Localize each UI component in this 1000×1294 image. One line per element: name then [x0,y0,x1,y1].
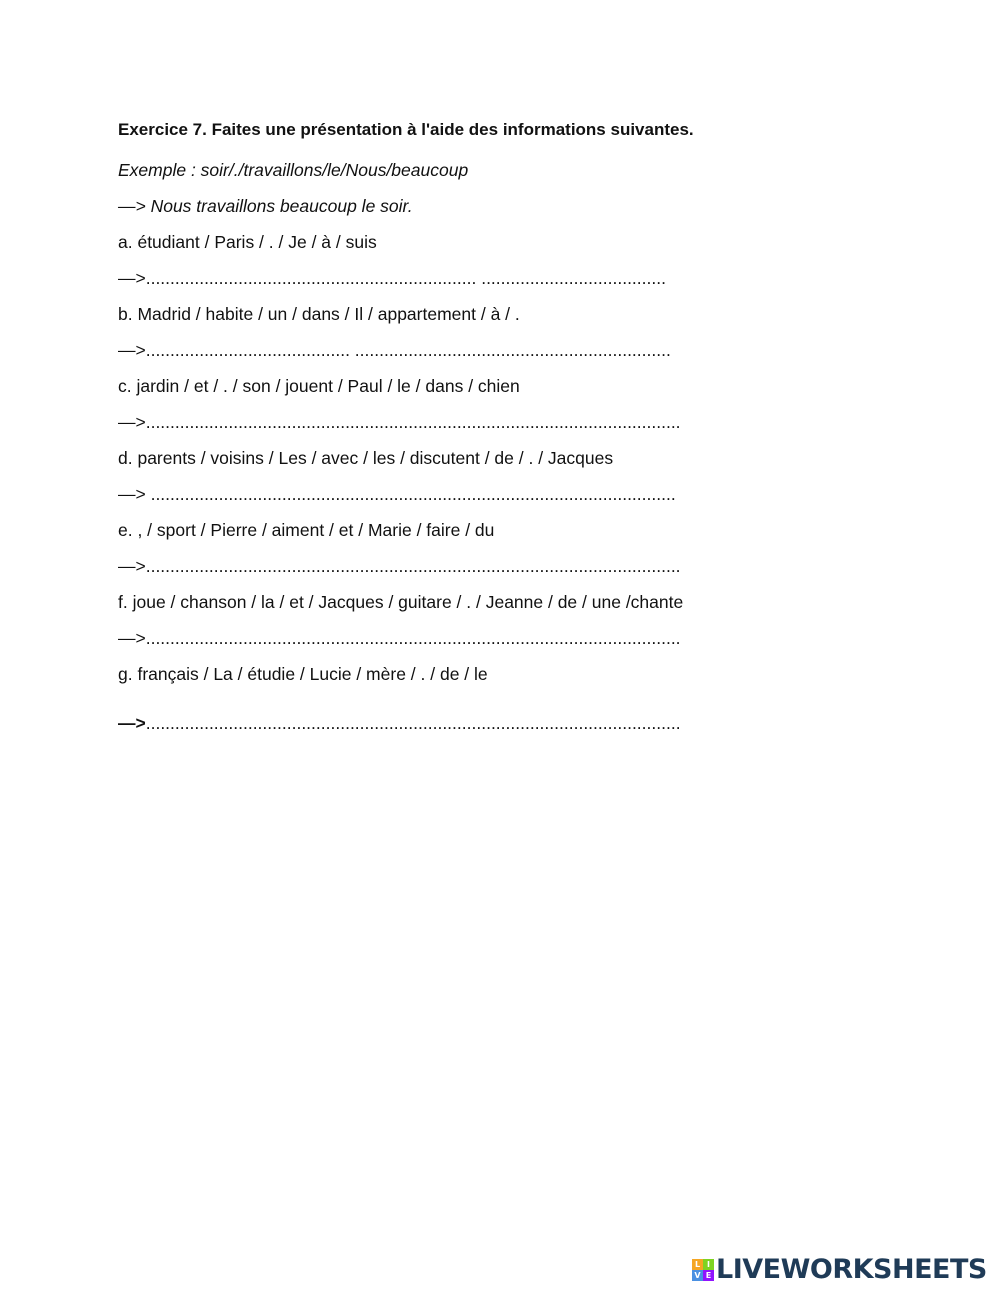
item-c-prompt: c. jardin / et / . / son / jouent / Paul / le / dans / chien [118,376,520,396]
item-a-answer-field[interactable]: —>.................................................................... ...................................... [118,268,666,288]
logo-letter: I [703,1259,714,1270]
exercise-title: Exercice 7. Faites une présentation à l'aide des informations suivantes. [118,120,694,139]
worksheet [118,0,778,760]
liveworksheets-logo [692,1255,987,1285]
item-g-answer-field[interactable] [118,712,761,734]
example-prompt: Exemple : soir/./travaillons/le/Nous/beaucoup [118,160,469,180]
item-a-prompt: a. étudiant / Paris / . / Je / à / suis [118,232,377,252]
item-f-answer-field[interactable]: —>.............................................................................................................. [118,628,681,648]
logo-letter: E [703,1270,714,1281]
item-e-answer-field[interactable]: —>.............................................................................................................. [118,556,681,576]
item-c-answer-field[interactable]: —>.............................................................................................................. [118,412,681,432]
example-answer: —> Nous travaillons beaucoup le soir. [118,196,413,216]
item-d-answer-field[interactable]: —> ............................................................................................................ [118,484,676,504]
item-e-prompt: e. , / sport / Pierre / aiment / et / Marie / faire / du [118,520,495,540]
item-b-prompt: b. Madrid / habite / un / dans / Il / appartement / à / . [118,304,520,324]
item-b-answer-field[interactable]: —>.......................................... ................................................................. [118,340,671,360]
item-d-prompt: d. parents / voisins / Les / avec / les / discutent / de / . / Jacques [118,448,614,468]
item-f-prompt: f. joue / chanson / la / et / Jacques / guitare / . / Jeanne / de / une /chante [118,592,684,612]
logo-letter: V [692,1270,703,1281]
answer-dots: .............................................................................................................. [145,713,681,733]
answer-arrow: —> [118,713,146,733]
logo-mark-icon [692,1259,714,1281]
item-g-prompt: g. français / La / étudie / Lucie / mère / . / de / le [118,664,488,684]
logo-letter: L [692,1259,703,1270]
logo-text: LIVEWORKSHEETS [716,1254,987,1285]
